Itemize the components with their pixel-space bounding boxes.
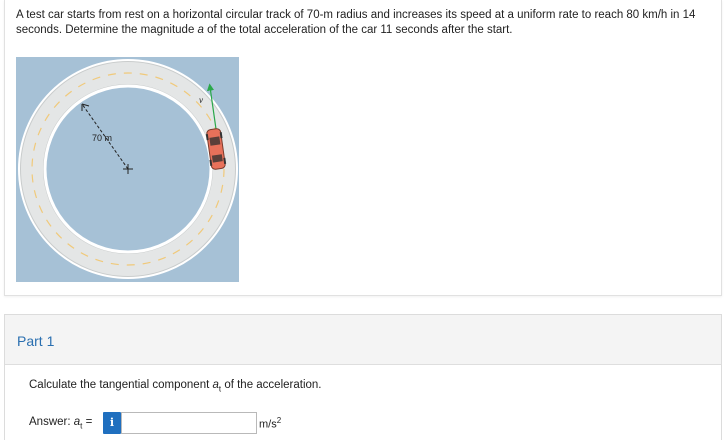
answer-label bbox=[29, 416, 92, 430]
question-variable: a bbox=[212, 379, 219, 391]
problem-variable: a bbox=[197, 24, 204, 36]
part-question bbox=[29, 379, 322, 393]
answer-equals: = bbox=[82, 416, 93, 428]
radius-label: 70 m bbox=[92, 133, 113, 143]
question-subscript: t bbox=[218, 384, 222, 394]
info-icon[interactable]: i bbox=[103, 412, 121, 434]
problem-statement bbox=[16, 8, 716, 38]
circular-track-diagram bbox=[16, 57, 239, 282]
part-title: Part 1 bbox=[17, 333, 55, 349]
unit-text: m/s bbox=[259, 418, 277, 431]
part-header bbox=[5, 315, 721, 365]
problem-card bbox=[4, 0, 722, 296]
track-figure bbox=[16, 57, 239, 282]
problem-text-part1: A test car starts from rest on a horizontal circular track of 70-m radius and increases its speed at a uniform rate to reach 80 km/h in 14 seconds. Determine the magnitude bbox=[16, 9, 696, 36]
part-card bbox=[4, 314, 722, 440]
answer-input[interactable] bbox=[121, 412, 257, 434]
question-text-part1: Calculate the tangential component bbox=[29, 379, 213, 391]
problem-text-part2: of the total acceleration of the car 11 seconds after the start. bbox=[203, 24, 513, 36]
unit-exponent: 2 bbox=[276, 416, 282, 425]
answer-prefix: Answer: bbox=[29, 416, 74, 428]
answer-row bbox=[29, 411, 429, 435]
question-text-part2: of the acceleration. bbox=[221, 379, 322, 391]
velocity-label: v bbox=[199, 95, 203, 105]
unit-label bbox=[259, 416, 281, 431]
answer-subscript: t bbox=[80, 421, 83, 431]
answer-variable: a bbox=[73, 416, 81, 428]
